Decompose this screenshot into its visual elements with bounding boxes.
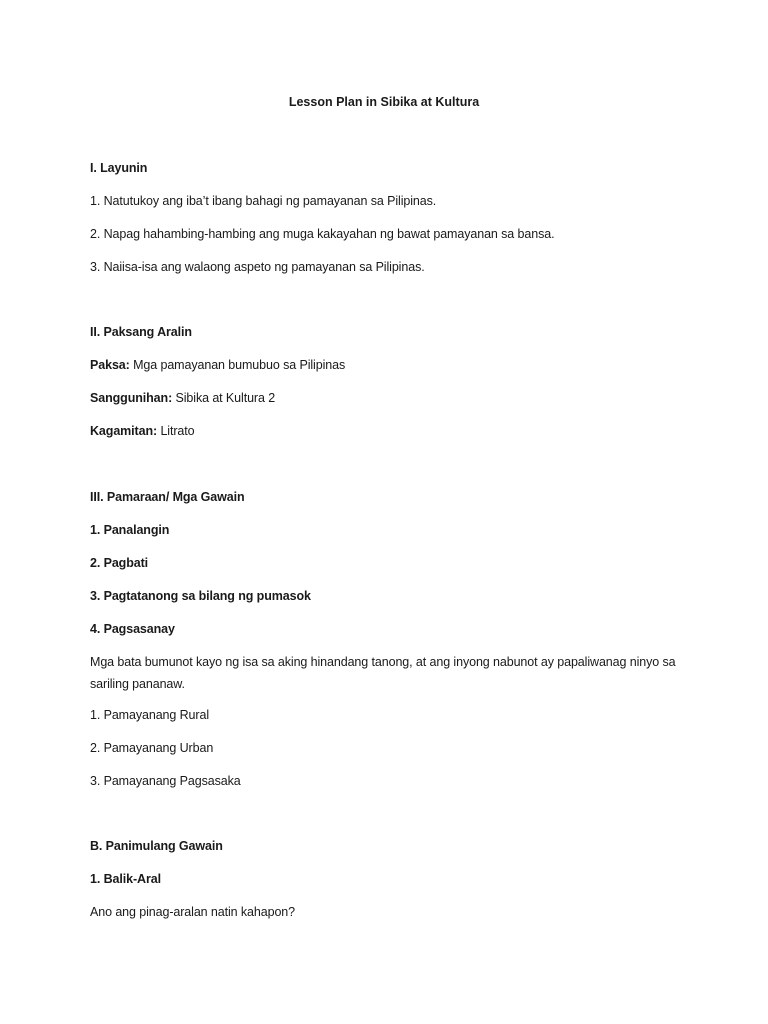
choice-item-2: 2. Pamayanang Urban — [90, 741, 214, 755]
sanggunihan-line — [90, 390, 275, 406]
kagamitan-line — [90, 423, 195, 439]
step-item-2: 2. Pagbati — [90, 556, 149, 570]
section-heading-paksang-aralin: II. Paksang Aralin — [90, 325, 192, 339]
paksa-label: Paksa: — [90, 358, 130, 372]
document-title: Lesson Plan in Sibika at Kultura — [288, 95, 480, 109]
sanggunihan-label: Sanggunihan: — [90, 391, 173, 405]
sanggunihan-value: Sibika at Kultura 2 — [172, 391, 276, 405]
paksa-line — [90, 357, 345, 373]
choice-item-3: 3. Pamayanang Pagsasaka — [90, 774, 241, 788]
kagamitan-label: Kagamitan: — [90, 424, 158, 438]
step-item-1: 1. Panalangin — [90, 523, 170, 537]
review-question: Ano ang pinag-aralan natin kahapon? — [90, 905, 296, 919]
section-heading-pamaraan: III. Pamaraan/ Mga Gawain — [90, 490, 245, 504]
section-heading-layunin: I. Layunin — [90, 161, 148, 175]
paksa-value: Mga pamayanan bumubuo sa Pilipinas — [129, 358, 346, 372]
objective-item-1: 1. Natutukoy ang iba’t ibang bahagi ng pamayanan sa Pilipinas. — [90, 194, 437, 208]
objective-item-2: 2. Napag hahambing-hambing ang muga kakayahan ng bawat pamayanan sa bansa. — [90, 227, 555, 241]
step-item-4: 4. Pagsasanay — [90, 622, 175, 636]
instruction-paragraph: Mga bata bumunot kayo ng isa sa aking hinandang tanong, at ang inyong nabunot ay papaliwanag ninyo sa sariling pananaw. — [90, 655, 676, 691]
kagamitan-value: Litrato — [157, 424, 195, 438]
balik-aral-heading: 1. Balik-Aral — [90, 872, 161, 886]
section-heading-panimulang-gawain: B. Panimulang Gawain — [90, 839, 223, 853]
objective-item-3: 3. Naiisa-isa ang walaong aspeto ng pamayanan sa Pilipinas. — [90, 260, 425, 274]
choice-item-1: 1. Pamayanang Rural — [90, 708, 210, 722]
step-item-3: 3. Pagtatanong sa bilang ng pumasok — [90, 589, 311, 603]
